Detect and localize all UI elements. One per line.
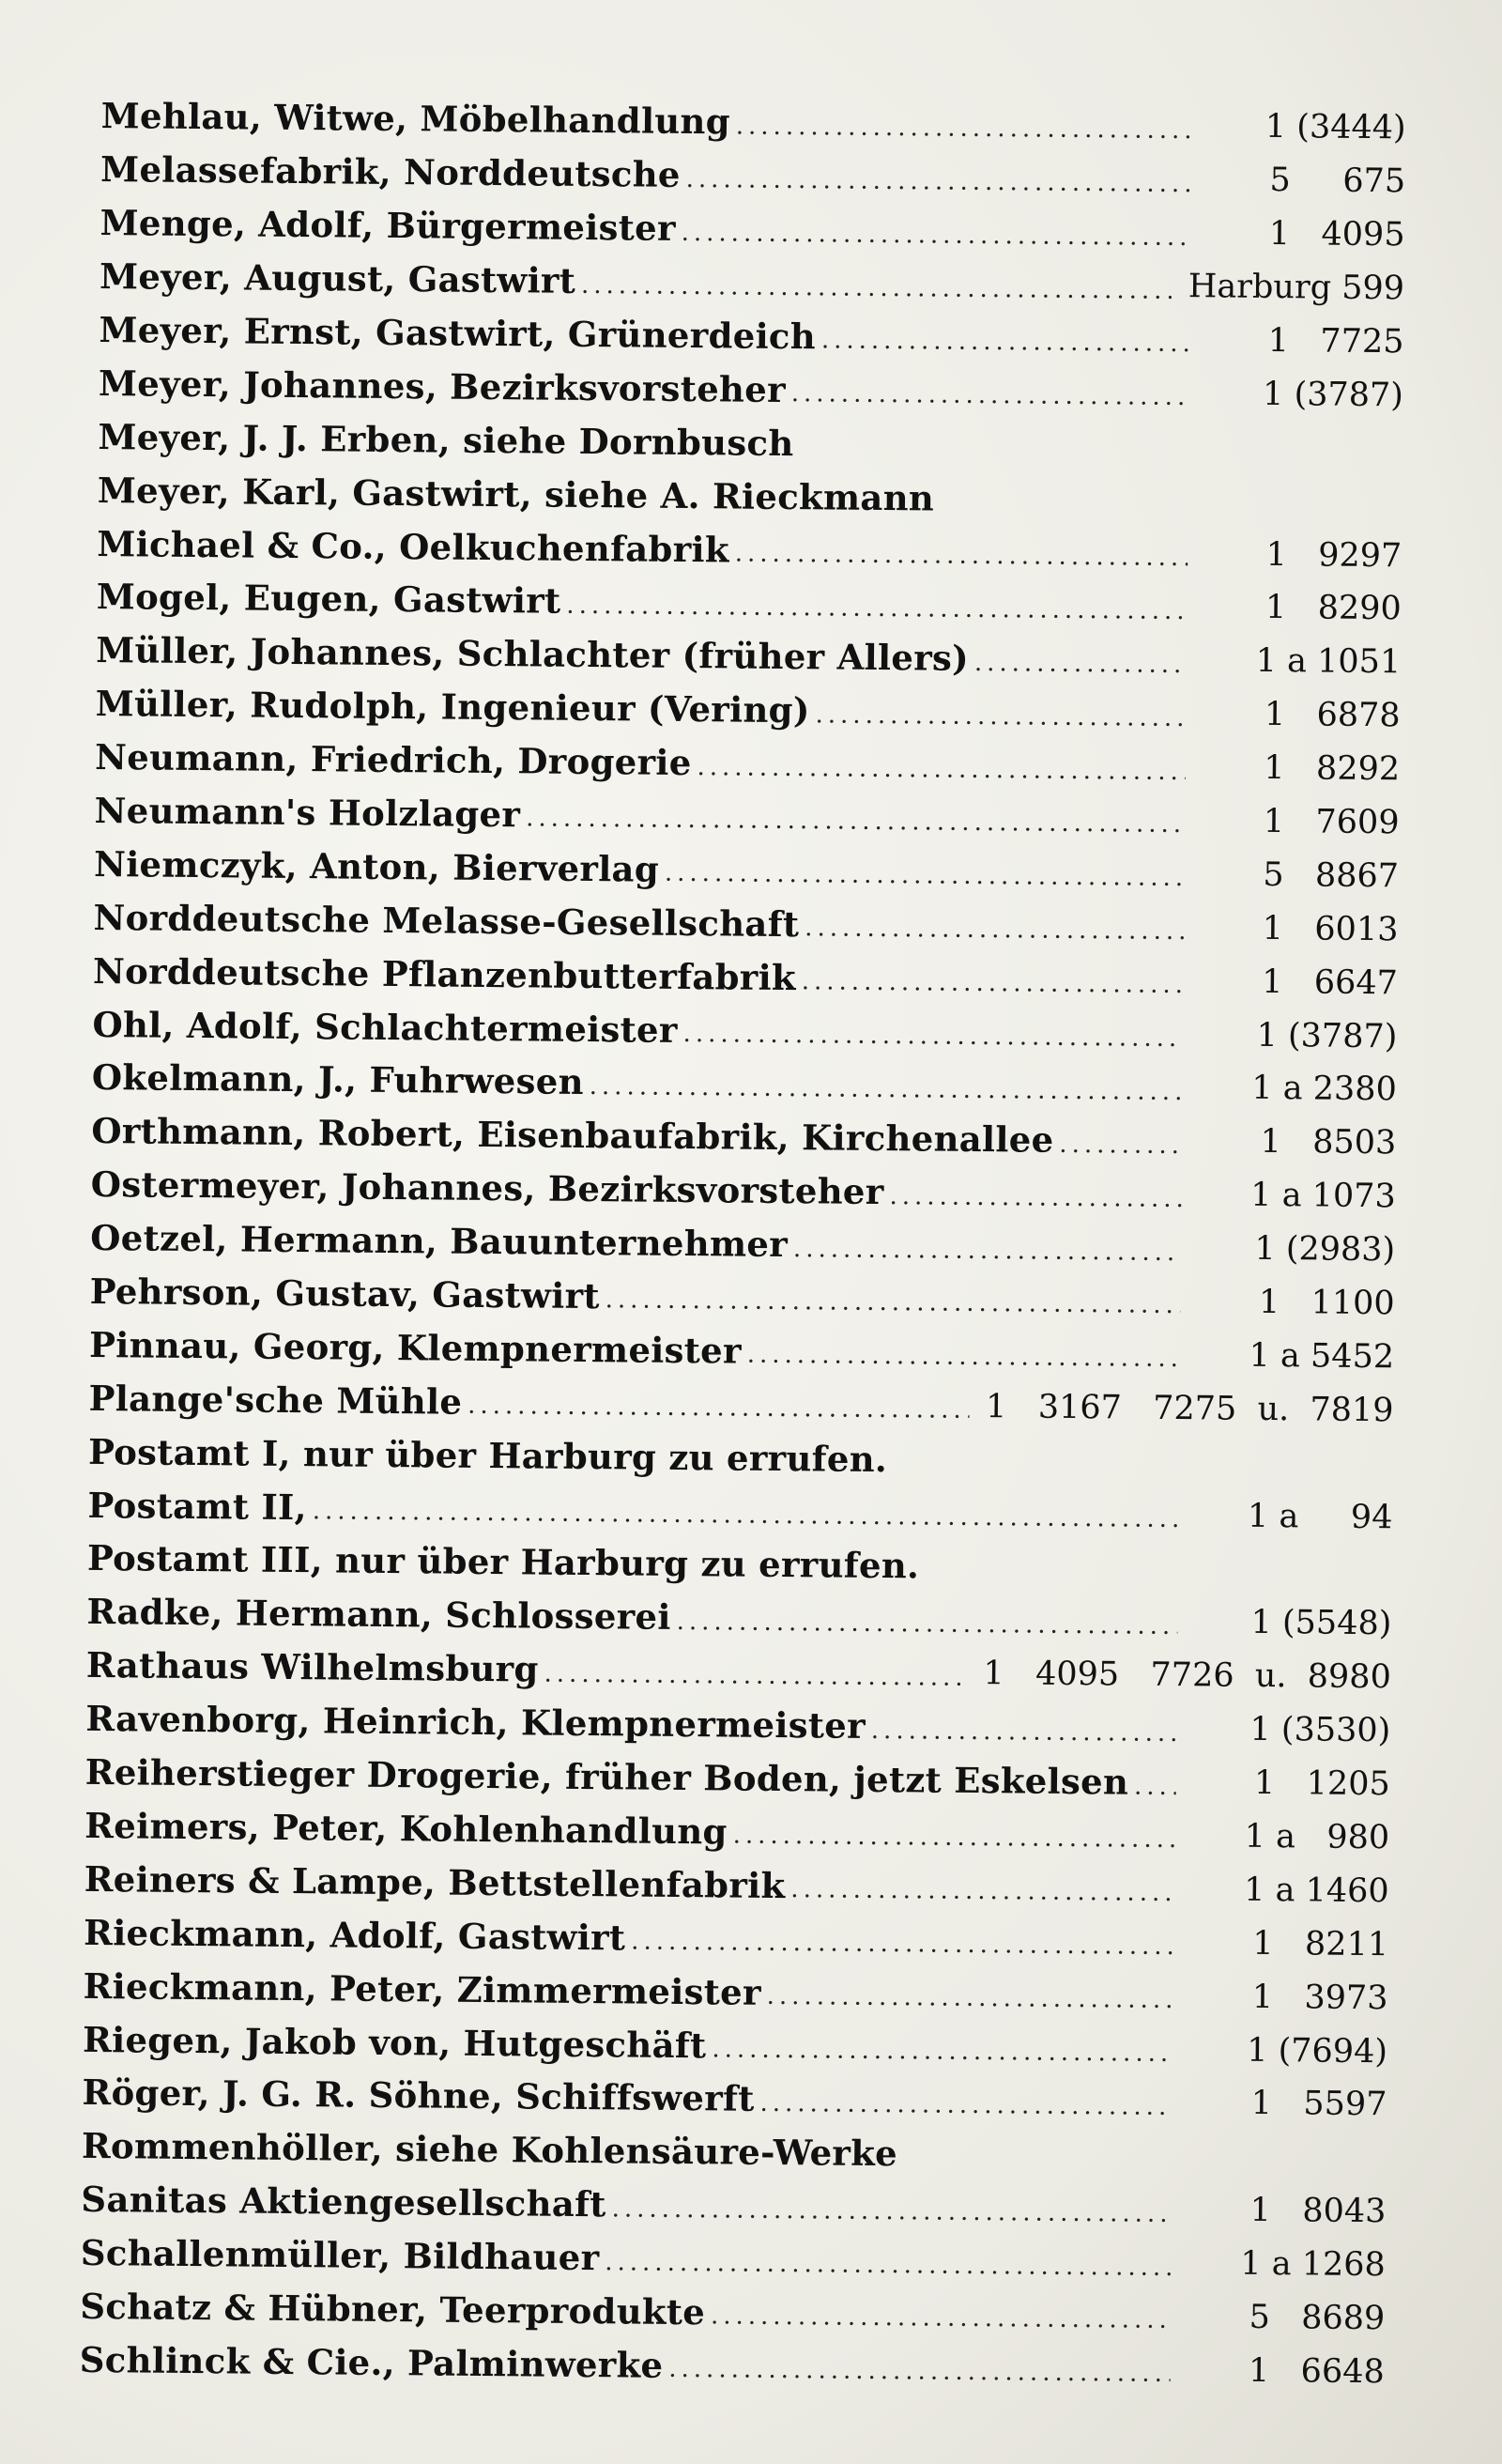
dot-leader — [821, 330, 1190, 356]
dot-leader — [712, 2038, 1173, 2065]
phone-number: 1 8043 — [1249, 2192, 1387, 2231]
dot-leader — [790, 1878, 1174, 1904]
phone-number: 1 3973 — [1251, 1978, 1388, 2017]
entry-name: Meyer, Johannes, Bezirksvorsteher — [98, 362, 787, 410]
phone-number: 1 a 1073 — [1250, 1177, 1396, 1216]
phone-number: 1 a 2380 — [1251, 1070, 1398, 1109]
phone-number: 1 (3787) — [1262, 375, 1404, 415]
phone-number: 1 8290 — [1264, 589, 1402, 628]
entry-name: Müller, Johannes, Schlachter (früher Allers) — [96, 629, 970, 680]
entry-name: Melassefabrik, Norddeutsche — [100, 148, 681, 196]
entry-name: Sanitas Aktiengesellschaft — [81, 2179, 606, 2225]
entry-name: Norddeutsche Melasse-Gesellschaft — [93, 896, 800, 945]
entry-name: Meyer, Ernst, Gastwirt, Grünerdeich — [99, 308, 817, 358]
dot-leader — [683, 1023, 1184, 1050]
dot-leader — [682, 222, 1191, 249]
dot-leader — [566, 594, 1188, 623]
phone-number: 1 a 1051 — [1255, 642, 1402, 682]
entry-name: Mehlau, Witwe, Möbelhandlung — [100, 95, 731, 143]
phone-number: 1 6013 — [1262, 909, 1399, 949]
dot-leader — [665, 862, 1185, 889]
dot-leader — [791, 382, 1189, 408]
entry-name: Menge, Adolf, Bürgermeister — [100, 202, 676, 250]
dot-leader — [871, 1719, 1177, 1745]
phone-number: 1 (5548) — [1250, 1604, 1392, 1643]
entry-name: Michael & Co., Oelkuchenfabrik — [97, 522, 730, 571]
entry-name: Niemczyk, Anton, Bierverlag — [93, 842, 660, 890]
phone-number: 1 7725 — [1267, 321, 1404, 362]
entry-name: Postamt I, nur über Harburg zu errufen. — [87, 1430, 888, 1480]
entry-name: Rommenhöller, siehe Kohlensäure-Werke — [81, 2125, 898, 2175]
dot-leader — [605, 1289, 1181, 1317]
dot-leader — [802, 970, 1184, 996]
entry-name: Meyer, Karl, Gastwirt, siehe A. Rieckmann — [97, 469, 935, 519]
phone-number: 1 (7694) — [1247, 2031, 1388, 2071]
dot-leader — [677, 1610, 1178, 1638]
entry-name: Postamt II, — [87, 1484, 308, 1528]
dot-leader — [759, 2092, 1172, 2118]
dot-leader — [733, 1825, 1176, 1852]
phone-number: 1 (3444) — [1264, 108, 1406, 147]
entry-name: Oetzel, Hermann, Bauunternehmer — [90, 1217, 789, 1266]
dot-leader — [697, 756, 1186, 783]
phone-number: 1 a 5452 — [1249, 1336, 1395, 1377]
phone-number: 1 7609 — [1263, 802, 1400, 842]
phone-number: 1 a 1460 — [1243, 1871, 1389, 1911]
phone-number: 1 a 980 — [1244, 1817, 1390, 1857]
entry-name: Meyer, J. J. Erben, siehe Dornbusch — [98, 415, 794, 464]
entry-name: Rieckmann, Adolf, Gastwirt — [83, 1911, 626, 1959]
phone-number: 1 4095 7726 u. 8980 — [983, 1655, 1392, 1697]
entry-name: Mogel, Eugen, Gastwirt — [96, 576, 561, 623]
phone-number: 5 675 — [1269, 162, 1406, 201]
dot-leader — [1059, 1133, 1182, 1157]
entry-name: Plange'sche Mühle — [88, 1377, 463, 1423]
directory-listing — [80, 89, 1416, 2399]
phone-number: 1 a 1268 — [1240, 2244, 1387, 2285]
dot-leader — [747, 1344, 1181, 1370]
phone-number: 1 a 94 — [1247, 1497, 1393, 1536]
phone-number: 1 8211 — [1252, 1924, 1389, 1964]
entry-name: Neumann's Holzlager — [94, 789, 521, 836]
entry-name: Pehrson, Gustav, Gastwirt — [89, 1270, 600, 1317]
phone-number: 1 1100 — [1258, 1283, 1395, 1323]
phone-number: 1 (2983) — [1254, 1229, 1396, 1270]
entry-name: Ostermeyer, Johannes, Bezirksvorsteher — [90, 1163, 884, 1213]
dot-leader — [526, 808, 1186, 837]
phone-number: 1 3167 7275 u. 7819 — [985, 1387, 1394, 1430]
phone-number: Harburg 599 — [1188, 268, 1405, 308]
dot-leader — [581, 273, 1172, 301]
dot-leader — [974, 652, 1188, 676]
dot-leader — [815, 703, 1186, 730]
dot-leader — [467, 1394, 969, 1422]
entry-name: Postamt III, nur über Harburg zu errufen. — [86, 1537, 920, 1587]
dot-leader — [767, 1985, 1174, 2011]
entry-name: Reimers, Peter, Kohlenhandlung — [84, 1804, 728, 1853]
phone-number: 1 9297 — [1265, 535, 1402, 575]
phone-number: 1 6648 — [1248, 2351, 1385, 2392]
entry-name: Röger, J. G. R. Söhne, Schiffswerft — [82, 2071, 755, 2120]
dot-leader — [805, 916, 1184, 943]
entry-name: Schlinck & Cie., Palminwerke — [79, 2338, 664, 2386]
dot-leader — [686, 168, 1192, 195]
phone-number: 1 8292 — [1264, 749, 1401, 789]
entry-name: Pinnau, Georg, Klempnermeister — [88, 1323, 743, 1372]
phone-number: 1 4095 — [1268, 215, 1405, 254]
entry-name: Radke, Hermann, Schlosserei — [86, 1591, 671, 1639]
phone-number: 5 8867 — [1263, 855, 1400, 896]
entry-name: Orthmann, Robert, Eisenbaufabrik, Kirchenallee — [91, 1110, 1054, 1162]
dot-leader — [735, 543, 1188, 570]
phone-number: 1 5597 — [1250, 2085, 1387, 2124]
entry-name: Okelmann, J., Fuhrwesen — [91, 1056, 584, 1103]
entry-name: Schallenmüller, Bildhauer — [80, 2231, 600, 2279]
entry-name: Neumann, Friedrich, Drogerie — [94, 736, 692, 784]
entry-name: Schatz & Hübner, Teerprodukte — [80, 2285, 706, 2333]
entry-name: Riegen, Jakob von, Hutgeschäft — [82, 2018, 707, 2066]
entry-name: Ravenborg, Heinrich, Klempnermeister — [85, 1698, 866, 1748]
entry-name: Reiners & Lampe, Bettstellenfabrik — [84, 1857, 786, 1906]
entry-name: Norddeutsche Pflanzenbutterfabrik — [92, 949, 797, 998]
dot-leader — [590, 1075, 1183, 1103]
entry-name: Reiherstieger Drogerie, früher Boden, jetzt Eskelsen — [84, 1750, 1129, 1803]
dot-leader — [1134, 1775, 1176, 1797]
phone-number: 1 6647 — [1262, 962, 1399, 1002]
directory-entry — [80, 2333, 1394, 2398]
phone-number: 5 8689 — [1249, 2298, 1386, 2338]
phone-number: 1 8503 — [1260, 1123, 1397, 1163]
dot-leader — [711, 2305, 1171, 2333]
entry-name: Rieckmann, Peter, Zimmermeister — [83, 1964, 761, 2013]
phone-number: 1 1205 — [1253, 1763, 1390, 1804]
dot-leader — [313, 1500, 1179, 1531]
dot-leader — [631, 1931, 1174, 1959]
dot-leader — [605, 2251, 1172, 2279]
phone-number: 1 (3787) — [1256, 1016, 1398, 1055]
dot-leader — [612, 2197, 1172, 2225]
dot-leader — [544, 1662, 966, 1688]
dot-leader — [736, 115, 1192, 142]
entry-name: Rathaus Wilhelmsburg — [85, 1644, 539, 1690]
entry-name: Müller, Rudolph, Ingenieur (Vering) — [95, 683, 810, 732]
dot-leader — [889, 1185, 1181, 1210]
dot-leader — [668, 2358, 1171, 2385]
phone-number: 1 (3530) — [1249, 1710, 1391, 1750]
dot-leader — [793, 1238, 1181, 1264]
entry-name: Meyer, August, Gastwirt — [99, 255, 576, 301]
entry-name: Ohl, Adolf, Schlachtermeister — [92, 1003, 678, 1051]
phone-number: 1 6878 — [1264, 696, 1401, 735]
